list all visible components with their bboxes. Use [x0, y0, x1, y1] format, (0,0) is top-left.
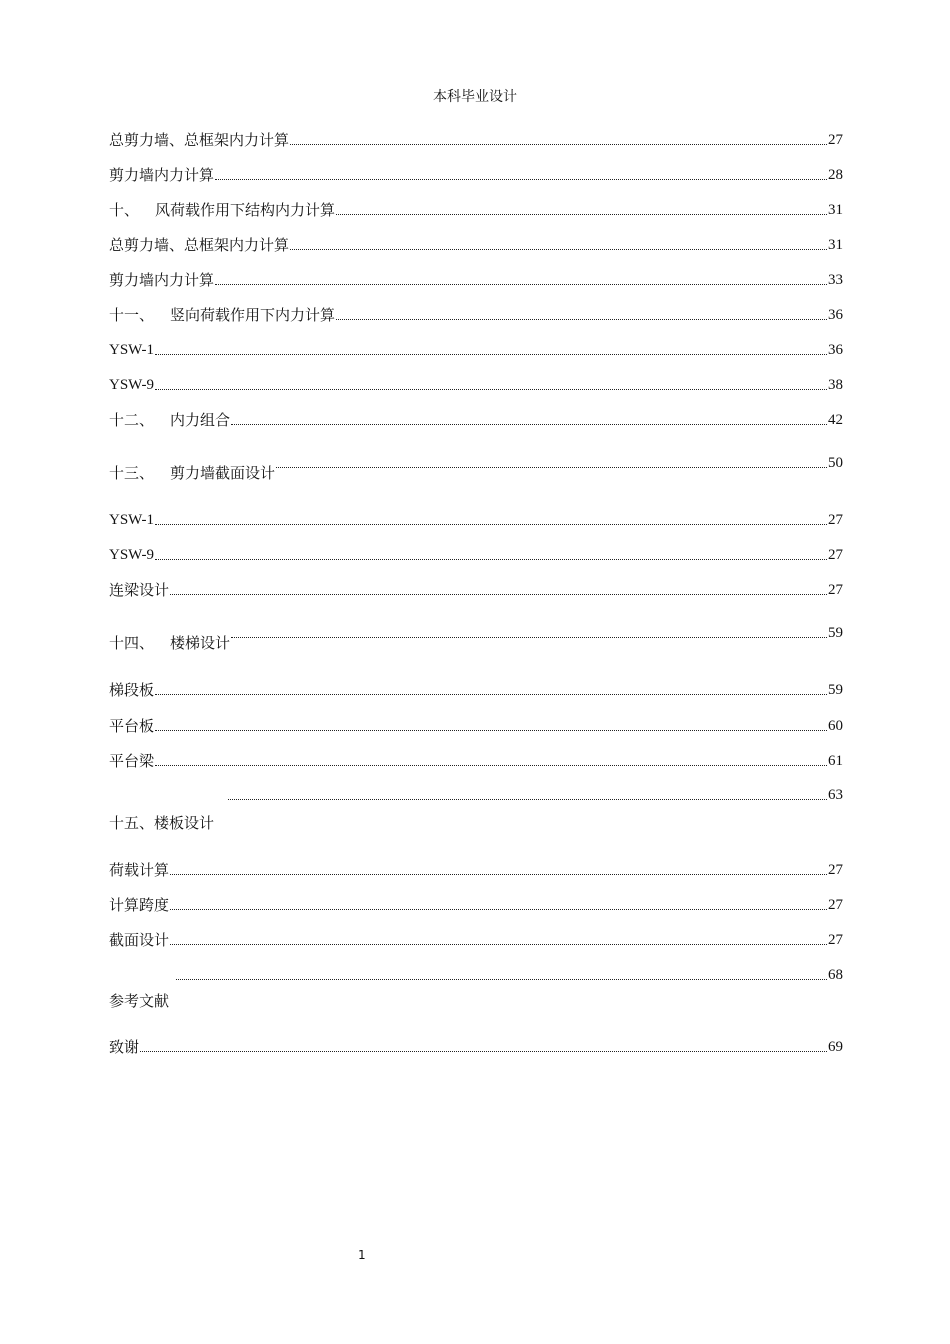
- dot-leader: [155, 764, 827, 766]
- toc-entry[interactable]: [109, 892, 843, 914]
- toc-entry-page: 31: [828, 202, 843, 218]
- toc-entry-page: 59: [828, 625, 843, 641]
- toc-entry-page: 69: [828, 1039, 843, 1055]
- toc-entry-label: 参考文献: [109, 992, 170, 1010]
- toc-entry-page: 27: [828, 862, 843, 878]
- toc-entry[interactable]: [109, 677, 843, 699]
- toc-entry-prefix: 十三、: [109, 464, 155, 482]
- toc-entry-page: 31: [828, 237, 843, 253]
- toc-entry-page: 38: [828, 377, 843, 393]
- toc-entry[interactable]: [109, 372, 843, 394]
- toc-entry-prefix: 十四、: [109, 634, 155, 652]
- dot-leader: [228, 798, 827, 800]
- toc-entry-page: 27: [828, 932, 843, 948]
- toc-entry-label: 致谢: [109, 1038, 140, 1056]
- dot-leader: [290, 143, 827, 145]
- page-number: 1: [358, 1248, 366, 1262]
- toc-entry[interactable]: [109, 577, 843, 599]
- toc-entry-page: 42: [828, 412, 843, 428]
- toc-entry-page: 33: [828, 272, 843, 288]
- toc-entry[interactable]: [109, 542, 843, 564]
- toc-entry-page: 27: [828, 582, 843, 598]
- toc-entry[interactable]: [109, 407, 843, 429]
- toc-entry[interactable]: [109, 713, 843, 735]
- toc-entry-label: YSW-1: [109, 342, 154, 358]
- toc-entry-prefix: 十、: [109, 201, 140, 219]
- dot-leader: [170, 943, 827, 945]
- toc-entry-label: 楼梯设计: [170, 634, 231, 652]
- toc-entry[interactable]: [109, 267, 843, 289]
- toc-entry-label: YSW-9: [109, 377, 154, 393]
- dot-leader: [155, 523, 827, 525]
- toc-entry-page: 50: [828, 455, 843, 471]
- dot-leader: [170, 593, 827, 595]
- toc-entry-label: 总剪力墙、总框架内力计算: [109, 236, 290, 254]
- toc-entry-label: 剪力墙内力计算: [109, 166, 215, 184]
- toc-entry[interactable]: [109, 162, 843, 184]
- toc-entry-page: 27: [828, 512, 843, 528]
- toc-entry-page: 60: [828, 718, 843, 734]
- toc-entry-orphan-leader[interactable]: [227, 782, 843, 804]
- toc-entry-prefix: 十一、: [109, 306, 155, 324]
- toc-entry-page: 28: [828, 167, 843, 183]
- toc-entry[interactable]: [109, 927, 843, 949]
- toc-entry-label: 竖向荷载作用下内力计算: [170, 306, 336, 324]
- dot-leader: [140, 1050, 827, 1052]
- toc-entry-page: 27: [828, 897, 843, 913]
- toc-entry-label: YSW-1: [109, 512, 154, 528]
- toc-entry[interactable]: [109, 507, 843, 529]
- toc-entry-page: 36: [828, 342, 843, 358]
- toc-entry-label: 总剪力墙、总框架内力计算: [109, 131, 290, 149]
- dot-leader: [170, 908, 827, 910]
- dot-leader: [176, 978, 827, 980]
- dot-leader: [170, 873, 827, 875]
- toc-entry-label: YSW-9: [109, 547, 154, 563]
- toc-entry-label: 截面设计: [109, 931, 170, 949]
- dot-leader: [155, 693, 827, 695]
- toc-entry[interactable]: [109, 857, 843, 879]
- toc-entry-label: 平台板: [109, 717, 155, 735]
- toc-entry[interactable]: [109, 127, 843, 149]
- toc-entry-page: 61: [828, 753, 843, 769]
- toc-entry-page: 68: [828, 967, 843, 983]
- toc-entry-page: 27: [828, 547, 843, 563]
- toc-entry[interactable]: [109, 455, 843, 482]
- toc-entry-page: 27: [828, 132, 843, 148]
- dot-leader: [155, 558, 827, 560]
- toc-entry-label: 荷载计算: [109, 861, 170, 879]
- toc-entry-page: 63: [828, 787, 843, 803]
- dot-leader: [336, 318, 827, 320]
- toc-entry[interactable]: [109, 197, 843, 219]
- toc-entry-label: 梯段板: [109, 681, 155, 699]
- dot-leader: [231, 423, 827, 425]
- toc-entry-page: 36: [828, 307, 843, 323]
- toc-entry-label: 十五、楼板设计: [109, 814, 215, 832]
- toc-entry[interactable]: [109, 302, 843, 324]
- dot-leader: [336, 213, 827, 215]
- toc-entry-label: 平台梁: [109, 752, 155, 770]
- dot-leader: [155, 353, 827, 355]
- toc-entry[interactable]: [109, 625, 843, 652]
- toc-entry[interactable]: [109, 1034, 843, 1056]
- dot-leader: [290, 248, 827, 250]
- dot-leader: [155, 388, 827, 390]
- toc-entry-label: 内力组合: [170, 411, 231, 429]
- page-header: 本科毕业设计: [433, 89, 517, 105]
- toc-entry[interactable]: [109, 337, 843, 359]
- toc-entry-orphan-leader[interactable]: [175, 962, 843, 984]
- toc-entry[interactable]: [109, 232, 843, 254]
- toc-entry[interactable]: [109, 748, 843, 770]
- dot-leader: [215, 178, 827, 180]
- dot-leader: [231, 636, 827, 638]
- toc-entry-label: 剪力墙截面设计: [170, 464, 276, 482]
- toc-entry[interactable]: [109, 988, 843, 1010]
- toc-entry-label: 剪力墙内力计算: [109, 271, 215, 289]
- toc-entry-label: 风荷载作用下结构内力计算: [155, 201, 336, 219]
- toc-entry-label: 连梁设计: [109, 581, 170, 599]
- toc-entry-page: 59: [828, 682, 843, 698]
- dot-leader: [215, 283, 827, 285]
- dot-leader: [276, 466, 827, 468]
- toc-entry-label: 计算跨度: [109, 896, 170, 914]
- toc-entry-prefix: 十二、: [109, 411, 155, 429]
- dot-leader: [155, 729, 827, 731]
- toc-entry[interactable]: [109, 810, 843, 832]
